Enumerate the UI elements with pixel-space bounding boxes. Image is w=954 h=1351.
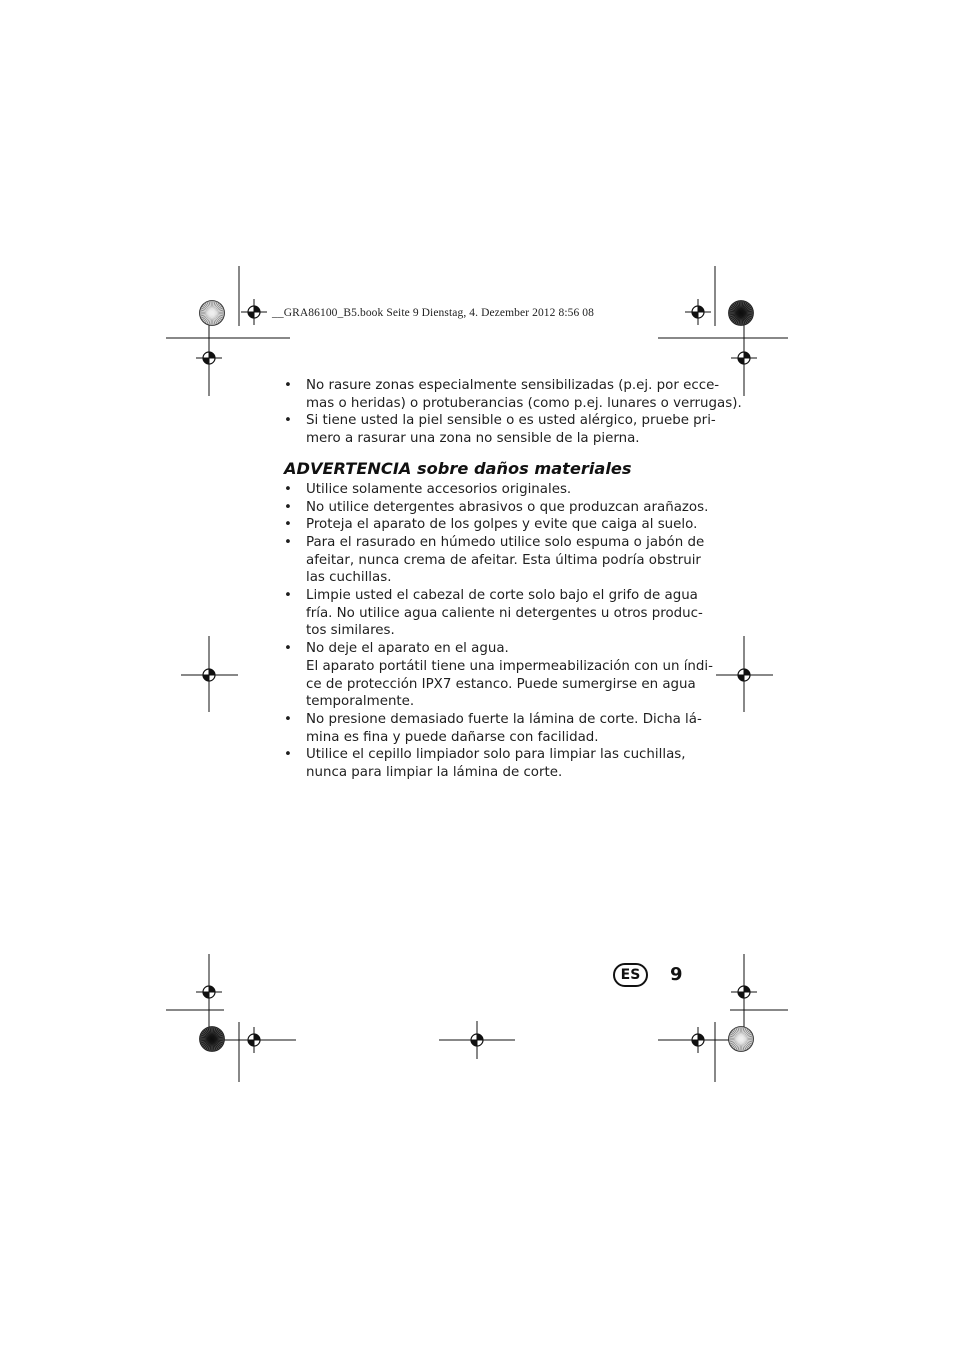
target-quadrant [471,1040,477,1046]
target-quadrant [692,1040,698,1046]
list-item-line: las cuchillas. [306,570,392,586]
target-quadrant [744,352,750,358]
list-item-line: • No rasure zonas especialmente sensibilizadas (p.ej. por ecce- [306,378,720,393]
list-item-line: • Para el rasurado en húmedo utilice solo espuma o jabón de [306,534,705,550]
list-item-line: • No deje el aparato en el agua. [306,641,509,657]
list-item-line: mina es fina y puede dañarse con facilidad. [306,729,599,745]
list-item-line: mas o heridas) o protuberancias (como p.ej. lunares o verrugas). [306,395,742,411]
heading-rest: sobre daños materiales [411,458,632,478]
list-item [284,711,702,746]
target-quadrant [744,669,750,675]
target-quadrant [744,986,750,992]
list-item-line: • Proteja el aparato de los golpes y evite que caiga al suelo. [306,517,698,533]
print-header-line: __GRA86100_B5.book Seite 9 Dienstag, 4. Dezember 2012 8:56 08 [272,307,594,319]
language-badge: ES [613,963,648,987]
list-item [284,534,705,587]
list-item [284,746,694,781]
list-item [284,587,703,640]
target-quadrant [203,358,209,364]
target-quadrant [738,675,744,681]
target-quadrant [248,1040,254,1046]
section-heading [284,459,694,479]
target-quadrant [209,669,215,675]
page-footer [613,962,693,988]
list-item-line: nunca para limpiar la lámina de corte. [306,765,563,781]
list-item-line: • Limpie usted el cabezal de corte solo bajo el grifo de agua [306,588,698,604]
list-item [284,377,742,412]
list-item-line: afeitar, nunca crema de afeitar. Esta última podría obstruir [306,552,701,568]
list-item [284,499,709,517]
target-quadrant [698,306,704,312]
target-quadrant [738,992,744,998]
list-item-line: • Utilice solamente accesorios originales. [306,481,572,497]
page-content [284,377,742,782]
target-quadrant [738,358,744,364]
list-item-line: • No presione demasiado fuerte la lámina de corte. Dicha lá- [306,711,702,727]
list-item-line: fría. No utilice agua caliente ni detergentes u otros produc- [306,605,703,621]
target-quadrant [209,352,215,358]
safety-bullet-list [284,377,742,448]
warning-bullet-list [284,481,713,782]
heading-strong: ADVERTENCIA [284,458,412,478]
target-quadrant [254,1034,260,1040]
list-item-line: mero a rasurar una zona no sensible de la pierna. [306,431,640,447]
list-item [284,481,694,499]
target-quadrant [477,1034,483,1040]
list-item [284,516,698,534]
list-item-line: • No utilice detergentes abrasivos o que produzcan arañazos. [306,499,709,515]
list-item-line: tos similares. [306,623,395,639]
list-item-line: • Si tiene usted la piel sensible o es usted alérgico, pruebe pri- [306,413,716,429]
target-quadrant [254,306,260,312]
target-quadrant [203,675,209,681]
page-number: 9 [670,964,683,985]
list-item-line: ce de protección IPX7 estanco. Puede sumergirse en agua [306,676,696,692]
list-item-line: temporalmente. [306,694,415,710]
target-quadrant [248,312,254,318]
list-item [284,640,713,711]
target-quadrant [203,992,209,998]
list-item-line: • Utilice el cepillo limpiador solo para limpiar las cuchillas, [306,747,686,763]
list-item [284,412,716,447]
target-quadrant [209,986,215,992]
target-quadrant [692,312,698,318]
list-item-line: El aparato portátil tiene una impermeabilización con un índi- [306,658,713,674]
target-quadrant [698,1034,704,1040]
